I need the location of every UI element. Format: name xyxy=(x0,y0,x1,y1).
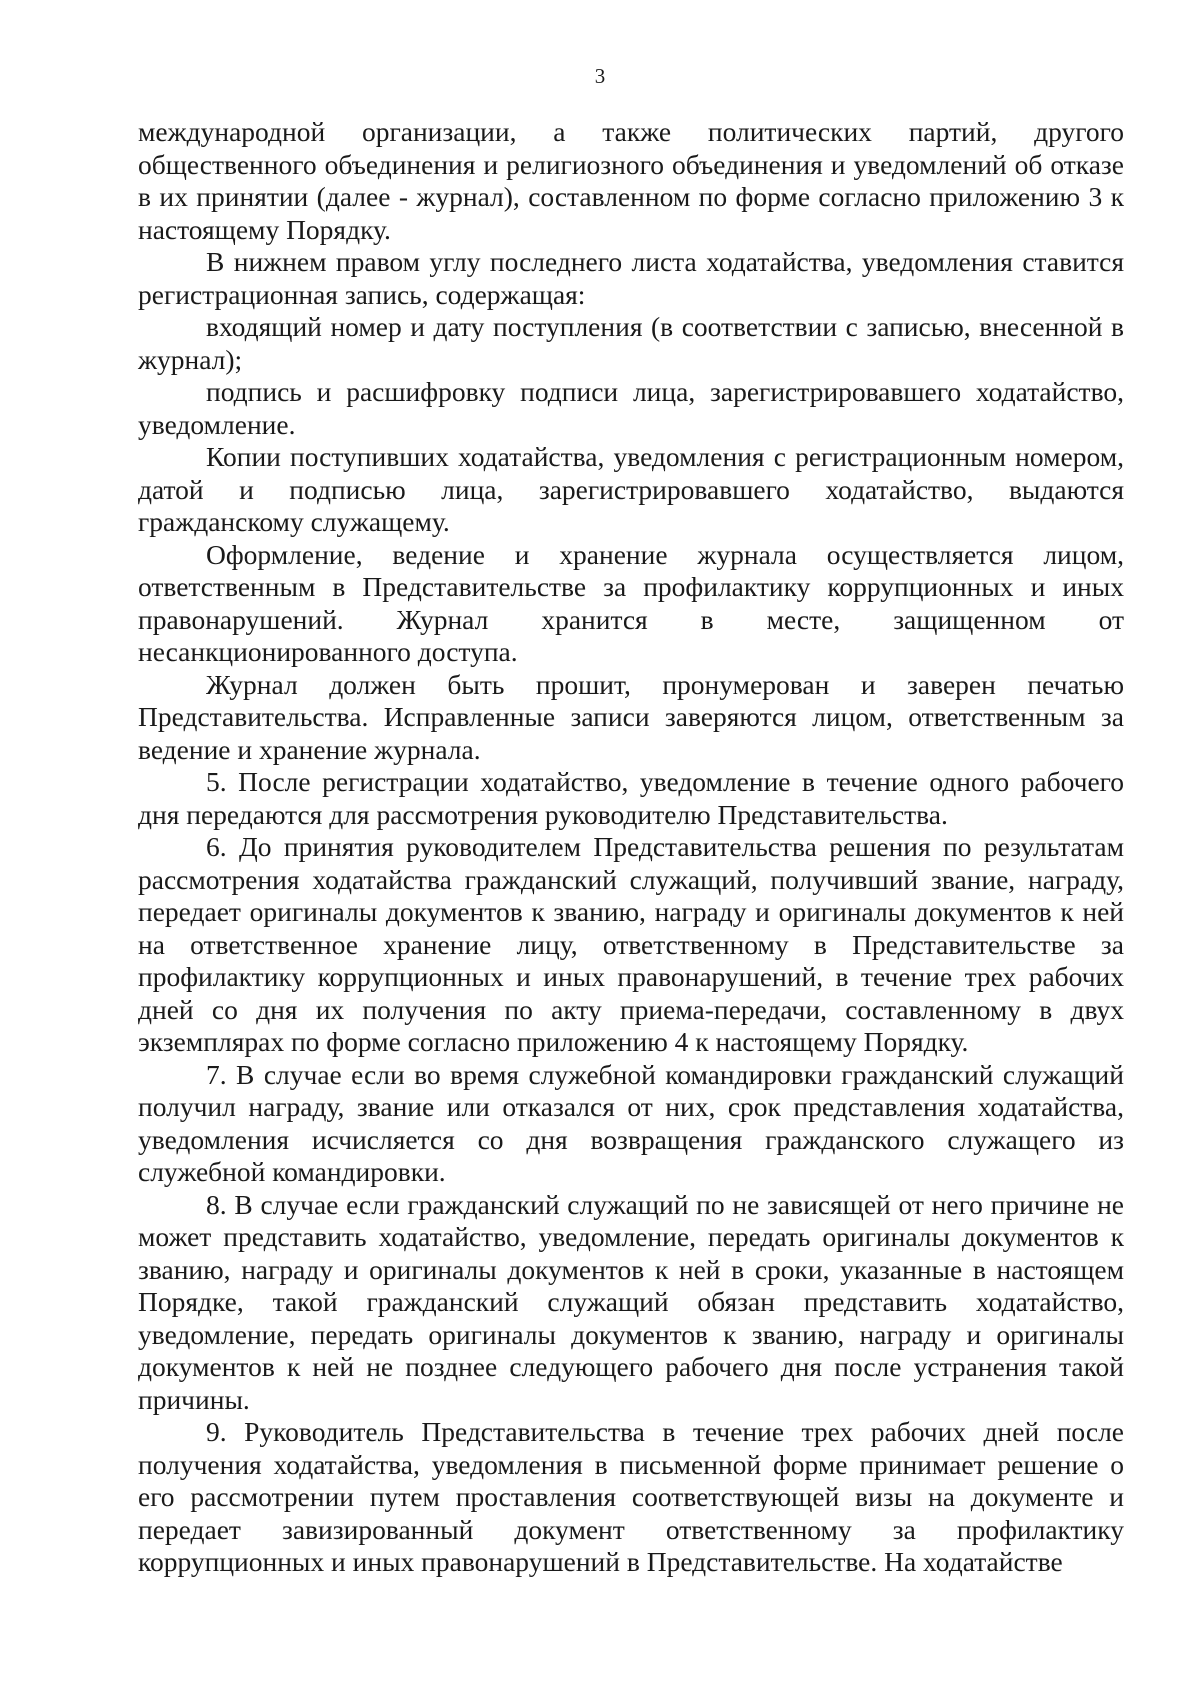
paragraph-item-9: 9. Руководитель Представительства в течение трех рабочих дней после получения ходатайства, уведомления в письменной форме принимает решение о его рассмотрении путем проставления соответствующей визы на документе и передает завизированный документ ответственному за профилактику коррупционных и иных правонарушений в Представительстве. На ходатайстве xyxy=(138,1416,1124,1577)
paragraph-item-5: 5. После регистрации ходатайство, уведомление в течение одного рабочего дня передаются для рассмотрения руководителю Представительства. xyxy=(138,766,1124,830)
paragraph-item-8: 8. В случае если гражданский служащий по не зависящей от него причине не может представить ходатайство, уведомление, передать оригиналы документов к званию, награду и оригиналы документов к ней в сроки, указанные в настоящем Порядке, такой гражданский служащий обязан представить ходатайство, уведомление, передать оригиналы документов к званию, награду и оригиналы документов к ней не позднее следующего рабочего дня после устранения такой причины. xyxy=(138,1188,1124,1415)
paragraph-journal-keeping: Оформление, ведение и хранение журнала осуществляется лицом, ответственным в Представительстве за профилактику коррупционных и иных правонарушений. Журнал хранится в месте, защищенном от несанкционированного доступа. xyxy=(138,538,1124,667)
paragraph-copies: Копии поступивших ходатайства, уведомления с регистрационным номером, датой и подписью лица, зарегистрировавшего ходатайство, выдаются гражданскому служащему. xyxy=(138,441,1124,537)
paragraph-registration-mark: В нижнем правом углу последнего листа ходатайства, уведомления ставится регистрационная запись, содержащая: xyxy=(138,246,1124,310)
document-body xyxy=(138,116,1124,1579)
paragraph-incoming-number: входящий номер и дату поступления (в соответствии с записью, внесенной в журнал); xyxy=(138,311,1124,375)
page-number: 3 xyxy=(594,64,606,88)
paragraph-signature: подпись и расшифровку подписи лица, зарегистрировавшего ходатайство, уведомление. xyxy=(138,376,1124,440)
paragraph-continuation: международной организации, а также политических партий, другого общественного объединения и религиозного объединения и уведомлений об отказе в их принятии (далее - журнал), составленном по форме согласно приложению 3 к настоящему Порядку. xyxy=(138,116,1124,245)
paragraph-item-6: 6. До принятия руководителем Представительства решения по результатам рассмотрения ходатайства гражданский служащий, получивший звание, награду, передает оригиналы документов к званию, награду и оригиналы документов к ней на ответственное хранение лицу, ответственному в Представительстве за профилактику коррупционных и иных правонарушений, в течение трех рабочих дней со дня их получения по акту приема-передачи, составленному в двух экземплярах по форме согласно приложению 4 к настоящему Порядку. xyxy=(138,831,1124,1057)
paragraph-item-7: 7. В случае если во время служебной командировки гражданский служащий получил награду, звание или отказался от них, срок представления ходатайства, уведомления исчисляется со дня возвращения гражданского служащего из служебной командировки. xyxy=(138,1058,1124,1187)
paragraph-journal-binding: Журнал должен быть прошит, пронумерован и заверен печатью Представительства. Исправленные записи заверяются лицом, ответственным за ведение и хранение журнала. xyxy=(138,668,1124,765)
